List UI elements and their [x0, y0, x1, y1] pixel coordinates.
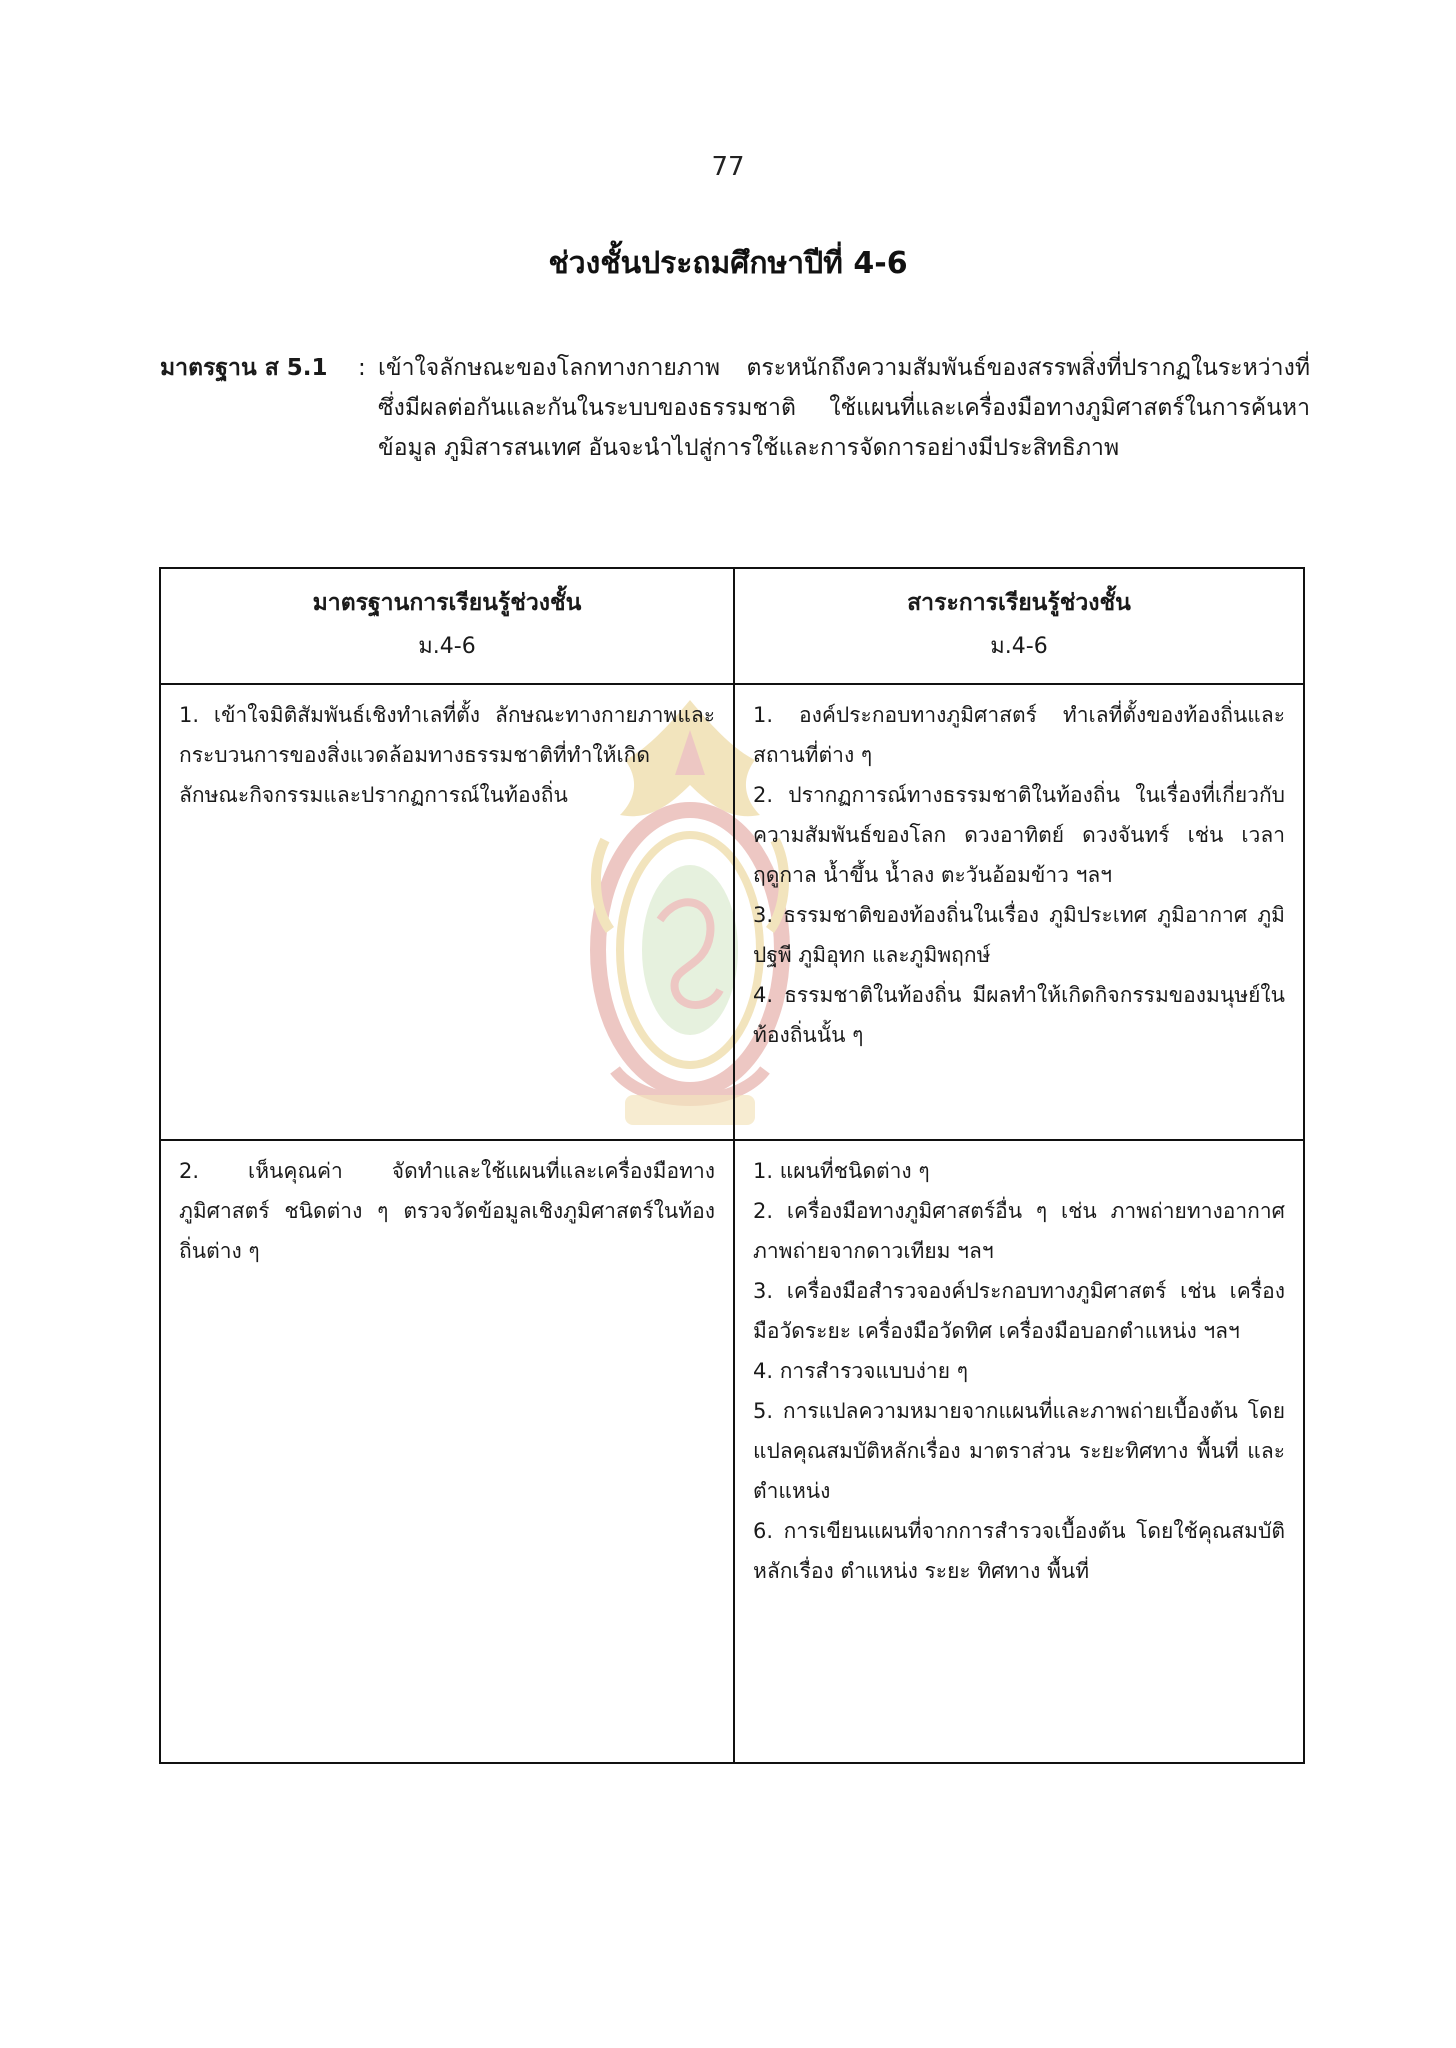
table-header-standards: [160, 568, 734, 684]
header-standards-title: มาตรฐานการเรียนรู้ช่วงชั้น: [312, 590, 582, 616]
content-item: 1. แผนที่ชนิดต่าง ๆ: [753, 1159, 930, 1183]
content-item: 6. การเขียนแผนที่จากการสำรวจเบื้องต้น โดยใช้คุณสมบัติหลักเรื่อง ตำแหน่ง ระยะ ทิศทาง พื้นที่: [753, 1519, 1285, 1583]
table-header-content: [734, 568, 1304, 684]
standard-item-text: 2. เห็นคุณค่า จัดทำและใช้แผนที่และเครื่องมือทางภูมิศาสตร์ ชนิดต่าง ๆ ตรวจวัดข้อมูลเชิงภูมิศาสตร์ในท้องถิ่นต่าง ๆ: [179, 1159, 715, 1263]
content-cell: [734, 684, 1304, 1140]
content-item: 2. ปรากฏการณ์ทางธรรมชาติในท้องถิ่น ในเรื่องที่เกี่ยวกับความสัมพันธ์ของโลก ดวงอาทิตย์ ดวงจันทร์ เช่น เวลา ฤดูกาล น้ำขึ้น น้ำลง ตะวันอ้อมข้าว ฯลฯ: [753, 783, 1285, 887]
content-item: 5. การแปลความหมายจากแผนที่และภาพถ่ายเบื้องต้น โดยแปลคุณสมบัติหลักเรื่อง มาตราส่วน ระยะทิศทาง พื้นที่ และตำแหน่ง: [753, 1399, 1285, 1503]
standards-table: [159, 567, 1305, 1764]
content-item: 3. เครื่องมือสำรวจองค์ประกอบทางภูมิศาสตร์ เช่น เครื่องมือวัดระยะ เครื่องมือวัดทิศ เครื่องมือบอกตำแหน่ง ฯลฯ: [753, 1279, 1285, 1343]
content-item: 4. ธรรมชาติในท้องถิ่น มีผลทำให้เกิดกิจกรรมของมนุษย์ในท้องถิ่นนั้น ๆ: [753, 983, 1285, 1047]
header-content-title: สาระการเรียนรู้ช่วงชั้น: [907, 590, 1131, 616]
table-header-row: [160, 568, 1304, 684]
page-title: ช่วงชั้นประถมศึกษาปีที่ 4-6: [548, 246, 908, 281]
standard-separator: :: [358, 355, 366, 381]
standard-cell: [160, 684, 734, 1140]
content-cell: [734, 1140, 1304, 1763]
standard-item-text: 1. เข้าใจมิติสัมพันธ์เชิงทำเลที่ตั้ง ลักษณะทางกายภาพและกระบวนการของสิ่งแวดล้อมทางธรรมชาติที่ทำให้เกิดลักษณะกิจกรรมและปรากฏการณ์ในท้องถิ่น: [179, 703, 715, 807]
content-item: 1. องค์ประกอบทางภูมิศาสตร์ ทำเลที่ตั้งของท้องถิ่นและสถานที่ต่าง ๆ: [753, 703, 1285, 767]
content-item: 2. เครื่องมือทางภูมิศาสตร์อื่น ๆ เช่น ภาพถ่ายทางอากาศ ภาพถ่ายจากดาวเทียม ฯลฯ: [753, 1199, 1285, 1263]
standard-cell: [160, 1140, 734, 1763]
content-item: 3. ธรรมชาติของท้องถิ่นในเรื่อง ภูมิประเทศ ภูมิอากาศ ภูมิปฐพี ภูมิอุทก และภูมิพฤกษ์: [753, 903, 1285, 967]
page-number: 77: [711, 152, 745, 182]
table-row: [160, 684, 1304, 1140]
standard-text: เข้าใจลักษณะของโลกทางกายภาพ ตระหนักถึงความสัมพันธ์ของสรรพสิ่งที่ปรากฏในระหว่างที่ ซึ่งมีผลต่อกันและกันในระบบของธรรมชาติ ใช้แผนที่และเครื่องมือทางภูมิศาสตร์ในการค้นหาข้อมูล ภูมิสารสนเทศ อันจะนำไปสู่การใช้และการจัดการอย่างมีประสิทธิภาพ: [378, 355, 1310, 461]
table-row: [160, 1140, 1304, 1763]
header-content-level: ม.4-6: [990, 634, 1048, 659]
header-standards-level: ม.4-6: [418, 634, 476, 659]
standard-label: มาตรฐาน ส 5.1: [160, 355, 328, 381]
content-item: 4. การสำรวจแบบง่าย ๆ: [753, 1359, 968, 1383]
